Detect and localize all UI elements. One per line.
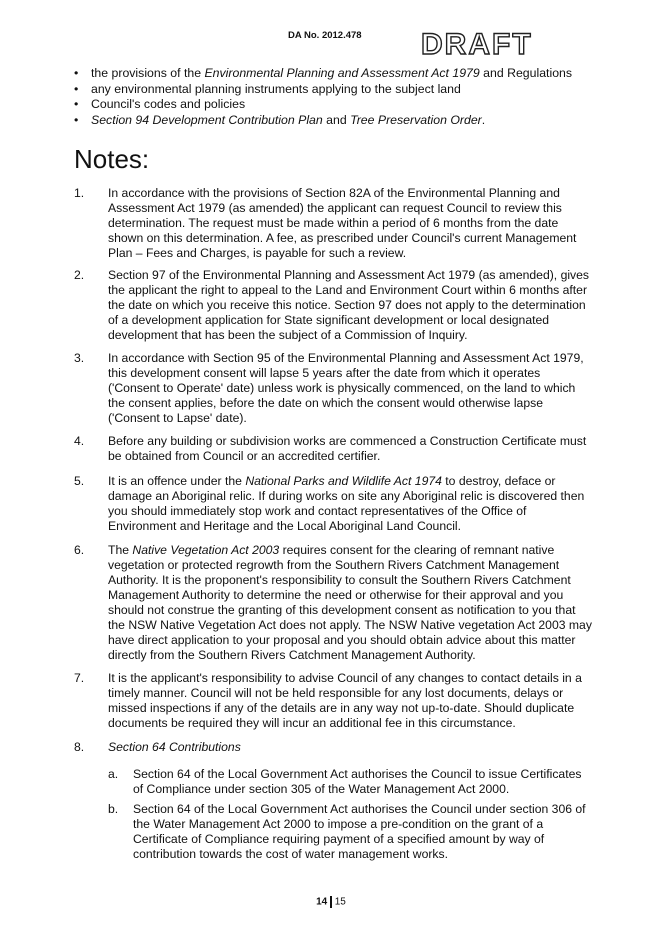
note-number: 6. (74, 543, 85, 557)
note-number: 8. (74, 740, 85, 754)
note-7 (74, 671, 592, 731)
bullet-text: any environmental planning instruments applying to the subject land (91, 81, 461, 96)
bullet-text: . (481, 112, 486, 127)
note-text: to destroy, deface or damage an Aboriginal relic. If during works on site any Aboriginal relic is discovered then you should immediately stop work and contact representatives of the Office of Environment and Heritage and the Local Aboriginal Land Council. (108, 474, 585, 533)
note-text: In accordance with Section 95 of the Environmental Planning and Assessment Act 1979, this development consent will lapse 5 years after the date from which it operates ('Consent to Operate' date) unless work is physically commenced, on the land to which the consent applies, before the date on which the consent would otherwise lapse ('Consent to Lapse' date). (108, 351, 584, 425)
note-italic: National Parks and Wildlife Act 1974 (245, 474, 442, 488)
page-separator (330, 896, 332, 908)
list-item (74, 113, 572, 129)
note-number: 7. (74, 671, 85, 685)
page-number (0, 896, 662, 908)
note-text: In accordance with the provisions of Section 82A of the Environmental Planning and Assessment Act 1979 (as amended) the applicant can request Council to review this determination. The request must be made within a period of 6 months from the date shown on this determination. A fee, as prescribed under Council's current Management Plan – Fees and Charges, is payable for such a review. (108, 186, 577, 260)
bullet-list (74, 66, 572, 128)
draft-stamp: DRAFT (421, 28, 533, 61)
bullet-italic: Environmental Planning and Assessment Act 1979 (204, 66, 480, 80)
note-text: Section 97 of the Environmental Planning and Assessment Act 1979 (as amended), gives the applicant the right to appeal to the Land and Environment Court within 6 months after the date on which you receive this notice. Section 97 does not apply to the determination of a development application for State significant development or local designated development that has been the subject of a Commission of Inquiry. (108, 268, 590, 342)
subnote-a (108, 767, 592, 797)
bullet-text: Council's codes and policies (91, 97, 246, 111)
da-number: DA No. 2012.478 (288, 30, 362, 41)
subnote-text: Section 64 of the Local Government Act authorises the Council under section 306 of the Water Management Act 2000 to impose a pre-condition on the grant of a Certificate of Compliance requiring payment of a specified amount by way of contribution towards the cost of water management works. (133, 802, 586, 861)
note-text: Before any building or subdivision works are commenced a Construction Certificate must be obtained from Council or an accredited certifier. (108, 434, 587, 463)
note-text: requires consent for the clearing of remnant native vegetation or protected regrowth from the Southern Rivers Catchment Management Authority. It is the proponent's responsibility to consult the Southern Rivers Catchment Management Authority to determine the need or otherwise for their approval and you should not construe the granting of this development consent as notification to you that the NSW Native Vegetation Act does not apply. The NSW Native vegetation Act 2003 may have direct application to your proposal and you should obtain advice about this matter directly from the Southern Rivers Catchment Management Authority. (108, 543, 592, 662)
note-8 (74, 740, 592, 755)
note-3 (74, 351, 592, 426)
note-6 (74, 543, 592, 663)
note-number: 5. (74, 474, 85, 488)
list-item (74, 97, 572, 113)
note-1 (74, 186, 592, 261)
subnote-b (108, 802, 592, 862)
list-item (74, 82, 572, 98)
note-heading: Section 64 Contributions (108, 740, 241, 754)
note-text: It is an offence under the (108, 474, 246, 488)
note-5 (74, 474, 592, 534)
bullet-italic: Section 94 Development Contribution Plan (91, 112, 323, 127)
bullet-italic: Tree Preservation Order (350, 112, 482, 127)
list-item (74, 66, 572, 82)
total-pages: 15 (334, 896, 346, 908)
bullet-text: the provisions of the (91, 66, 205, 80)
note-number: 3. (74, 351, 85, 365)
note-2 (74, 268, 592, 343)
bullet-text: and Regulations (479, 66, 573, 80)
note-number: 4. (74, 434, 85, 448)
bullet-text: and (322, 112, 351, 127)
note-text: The (108, 543, 133, 557)
notes-heading: Notes: (74, 144, 150, 174)
subnote-letter: b. (108, 802, 119, 816)
note-4 (74, 434, 592, 464)
note-number: 1. (74, 186, 85, 200)
note-italic: Native Vegetation Act 2003 (132, 543, 280, 557)
note-number: 2. (74, 268, 85, 282)
current-page: 14 (316, 896, 328, 908)
subnote-text: Section 64 of the Local Government Act authorises the Council to issue Certificates of Compliance under section 305 of the Water Management Act 2000. (133, 767, 582, 796)
subnote-letter: a. (108, 767, 119, 781)
note-text: It is the applicant's responsibility to advise Council of any changes to contact details in a timely manner. Council will not be held responsible for any lost documents, delays or missed inspections if any of the details are in any way not up-to-date. Should duplicate documents be required they will incur an additional fee in this circumstance. (108, 671, 582, 730)
